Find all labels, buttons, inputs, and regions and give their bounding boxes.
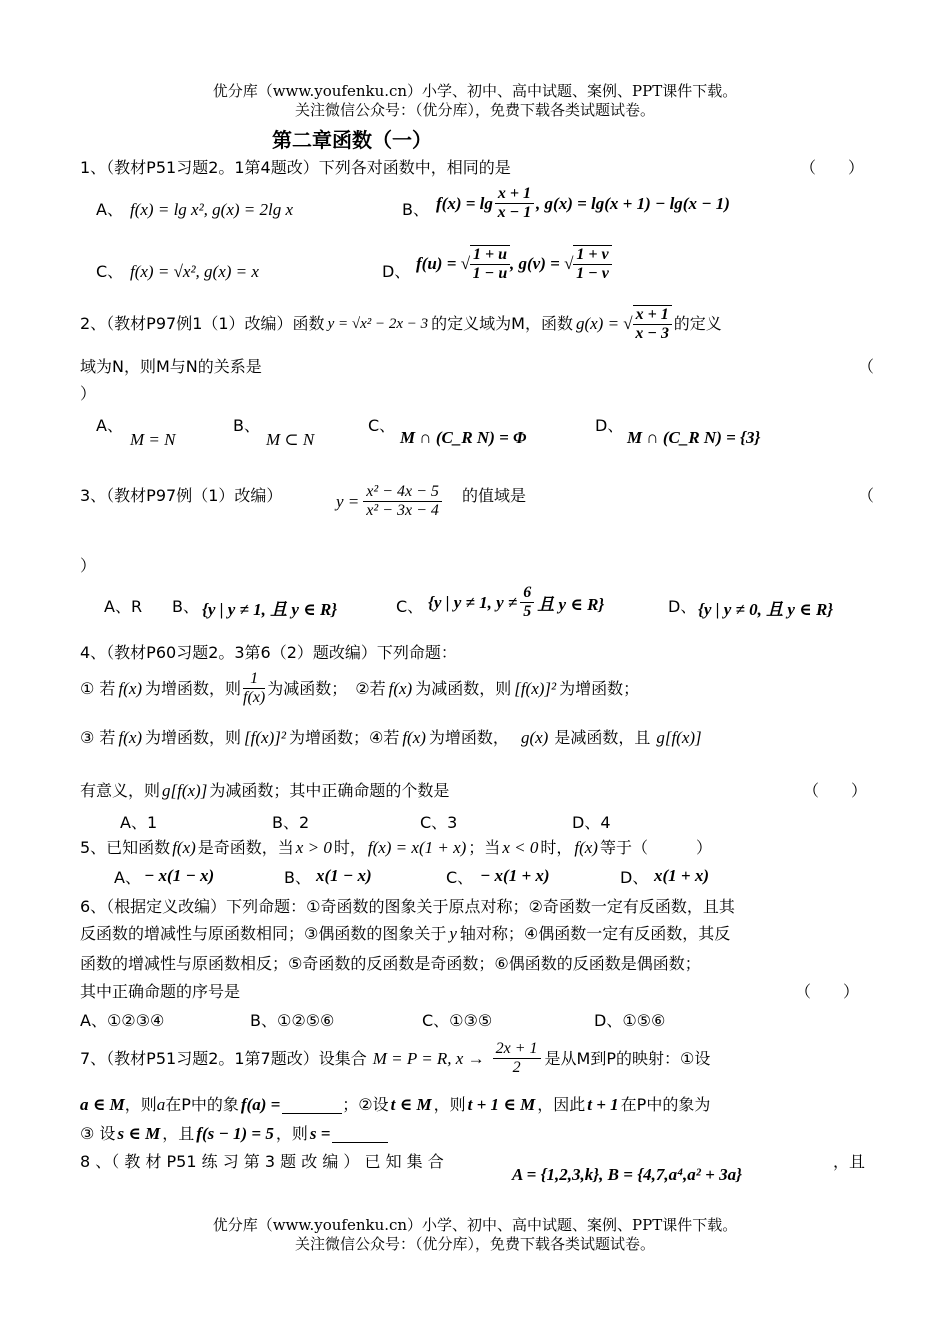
- q2-line-2: 域为N，则M与N的关系是: [80, 357, 262, 376]
- q2-paren-open: （: [858, 357, 875, 376]
- q3-stem: 3、（教材P97例（1）改编）: [80, 486, 283, 505]
- q6-option-b: B、①②⑤⑥: [250, 1011, 335, 1030]
- q4-l1-math-1: f(x): [118, 678, 143, 698]
- q5-option-c-label: C、: [446, 868, 474, 887]
- q7-blank-1[interactable]: [282, 1097, 342, 1114]
- q1-d-part1: f(u) = √: [416, 254, 470, 273]
- q2-fraction: [633, 305, 672, 343]
- q3-function: [336, 483, 442, 520]
- q4-l1-text-d: 为减函数，则: [415, 678, 512, 698]
- q2-option-b-label: B、: [233, 416, 260, 435]
- q3-c-part1: {y | y ≠ 1, y ≠: [428, 592, 518, 612]
- q5-option-d-math: x(1 + x): [654, 866, 710, 885]
- q1-stem: 1、（教材P51习题2。1第4题改）下列各对函数中，相同的是: [80, 158, 511, 177]
- q3-option-b-math: {y | y ≠ 1, 且 y ∈ R}: [202, 600, 338, 619]
- q2-paren-close: ）: [80, 384, 97, 403]
- q8-stem: 8 、（ 教 材 P51 练 习 第 3 题 改 编 ） 已 知 集 合: [80, 1152, 444, 1171]
- q1-option-d-math: [416, 245, 612, 283]
- q4-stem: 4、（教材P60习题2。3第6（2）题改编）下列命题：: [80, 643, 457, 662]
- q8-math: A = {1,2,3,k}, B = {4,7,a⁴,a² + 3a}: [512, 1165, 742, 1184]
- q4-l2-math-5: g[f(x)]: [656, 728, 702, 747]
- q4-l3-text-a: 有意义，则: [80, 781, 161, 800]
- q5-option-d-label: D、: [620, 868, 649, 887]
- q7-l2-math-4: t ∈ M: [390, 1095, 432, 1114]
- q7-l2-text-f: 在P中的象为: [620, 1095, 711, 1114]
- q1-option-a-math: f(x) = lg x², g(x) = 2lg x: [130, 200, 294, 219]
- q3-numerator: x² − 4x − 5: [363, 483, 442, 502]
- q3-denominator: x² − 3x − 4: [366, 502, 439, 519]
- q4-l2-text-b: 为增函数，则: [145, 728, 242, 747]
- q4-l1-text-a: ① 若: [80, 678, 116, 698]
- q5-option-c-math: − x(1 + x): [480, 866, 550, 885]
- q7-l2-text-a: ，则: [124, 1095, 157, 1114]
- q4-option-b: B、2: [272, 813, 310, 832]
- q5-text-1: 5、已知函数: [80, 838, 171, 857]
- q7-denominator: 2: [512, 1059, 521, 1076]
- q3-option-c-math: [428, 584, 604, 621]
- q1-d-den-1: 1 − u: [472, 265, 508, 282]
- q2-denominator: x − 3: [635, 325, 670, 342]
- q7-text-1: 7、（教材P51习题2。1第7题改）设集合: [80, 1048, 367, 1068]
- q1-d-part2: , g(v) = √: [509, 254, 574, 273]
- q4-l2-math-3: f(x): [402, 728, 426, 747]
- q7-l3-text-c: ，则: [275, 1124, 308, 1143]
- q1-option-c-math: f(x) = √x², g(x) = x: [130, 262, 259, 281]
- q6-l2-math: y: [449, 924, 457, 943]
- q4-l3-text-b: 为减函数；其中正确命题的个数是: [209, 781, 450, 800]
- q7-math-1: M = P = R, x →: [372, 1048, 485, 1068]
- q7-l2-math-6: t + 1: [587, 1095, 619, 1114]
- q1-option-b-label: B、: [402, 200, 429, 219]
- q3-option-d-math: {y | y ≠ 0, 且 y ∈ R}: [698, 600, 834, 619]
- q4-l1-math-2: f(x): [388, 678, 413, 698]
- q3-c-numerator: 6: [520, 584, 534, 603]
- q3-stem-2: 的值域是: [462, 486, 527, 505]
- q1-d-den-2: 1 − v: [576, 265, 609, 282]
- q7-l3-math-2: f(s − 1) = 5: [196, 1124, 274, 1143]
- q6-option-c: C、①③⑤: [422, 1011, 493, 1030]
- q6-l2-text-b: 轴对称；④偶函数一定有反函数，其反: [459, 924, 731, 943]
- q2-option-a-label: A、: [96, 416, 123, 435]
- q4-l2-math-1: f(x): [118, 728, 143, 747]
- q4-l1-denominator: f(x): [243, 689, 266, 706]
- q1-d-num-2: 1 + v: [573, 246, 611, 265]
- header-line-1: 优分库（www.youfenku.cn）小学、初中、高中试题、案例、PPT课件下载。: [212, 82, 738, 100]
- q5-math-2: x > 0: [295, 838, 332, 857]
- q3-c-part2: 且 y ∈ R}: [537, 595, 605, 614]
- q7-l2-math-3: f(a) =: [240, 1095, 281, 1114]
- q2-option-b-math: M ⊂ N: [266, 430, 315, 449]
- q5-text-4: ；当: [468, 838, 501, 857]
- q4-l2-math-4: g(x): [520, 728, 549, 747]
- q7-l2-text-c: ；②设: [342, 1095, 389, 1114]
- q5-text-2: 是奇函数，当: [197, 838, 294, 857]
- q1-b-denominator: x − 1: [497, 204, 532, 221]
- footer-line-2: 关注微信公众号：（优分库），免费下载各类试题试卷。: [294, 1235, 655, 1253]
- q7-l2-math-5: t + 1 ∈ M: [467, 1095, 536, 1114]
- q7-l2-text-d: ，则: [433, 1095, 466, 1114]
- q5-math-5: f(x): [574, 838, 598, 857]
- q5-text-6: 等于（ ）: [599, 838, 712, 857]
- q4-line-2: [80, 728, 702, 748]
- q5-math-3: f(x) = x(1 + x): [367, 838, 467, 857]
- q7-fraction: [493, 1040, 541, 1077]
- q5-option-b-label: B、: [284, 868, 311, 887]
- q5-stem: [80, 838, 712, 858]
- q6-answer-paren: （ ）: [795, 982, 860, 1001]
- q6-option-d: D、①⑤⑥: [594, 1011, 666, 1030]
- q4-l2-math-2: [f(x)]²: [244, 728, 286, 747]
- q7-l3-text-a: ③ 设: [80, 1124, 116, 1143]
- q1-b-numerator: x + 1: [495, 185, 534, 204]
- q2-option-a-math: M = N: [130, 430, 176, 449]
- q3-option-b-label: B、: [172, 597, 199, 616]
- q3-y-equals: y =: [336, 491, 360, 511]
- q5-option-b-math: x(1 − x): [316, 866, 372, 885]
- q1-b-fraction: [495, 185, 534, 222]
- q7-l2-text-e: ，因此: [537, 1095, 586, 1114]
- q3-option-a: A、R: [104, 597, 143, 616]
- q2-numerator: x + 1: [633, 306, 672, 325]
- q4-l3-math: g[f(x)]: [162, 781, 208, 800]
- q1-answer-paren: （ ）: [800, 158, 865, 177]
- q4-line-3: [80, 781, 449, 801]
- q2-option-c-label: C、: [368, 416, 396, 435]
- q5-math-4: x < 0: [502, 838, 539, 857]
- q2-stem-1: 2、（教材P97例1（1）改编）函数: [80, 314, 325, 333]
- q4-l1-text-e: 为增函数；: [559, 678, 640, 698]
- header-line-2: 关注微信公众号：（优分库），免费下载各类试题试卷。: [294, 101, 655, 119]
- q2-line-1: [80, 305, 722, 343]
- q6-option-a: A、①②③④: [80, 1011, 165, 1030]
- q2-option-c-math: M ∩ (C_R N) = Φ: [400, 428, 527, 447]
- q4-l2-text-c: 为增函数；④若: [288, 728, 400, 747]
- q7-l3-math-1: s ∈ M: [117, 1124, 161, 1143]
- q7-l2-text-b: 在P中的象: [165, 1095, 239, 1114]
- q6-line-4: 其中正确命题的序号是: [80, 982, 241, 1001]
- q2-math-2: g(x) = √: [575, 314, 633, 333]
- q1-option-a-label: A、: [96, 200, 123, 219]
- q3-paren-open: （: [858, 486, 875, 505]
- q1-d-fraction-1: [470, 245, 510, 283]
- q1-b-part1: f(x) = lg: [436, 193, 493, 213]
- q2-math-1: y = √x² − 2x − 3: [327, 315, 429, 332]
- q4-line-1: [80, 670, 639, 707]
- q4-l2-text-d: 为增函数，: [428, 728, 509, 747]
- q7-l3-math-3: s =: [309, 1124, 331, 1143]
- q4-l1-text-b: 为增函数，则: [145, 678, 242, 698]
- q4-l1-numerator: 1: [243, 670, 265, 689]
- q3-option-c-label: C、: [396, 597, 424, 616]
- q4-l2-text-e: 是减函数，且: [554, 728, 651, 747]
- q4-l1-math-3: [f(x)]²: [514, 678, 557, 698]
- q2-stem-3: 的定义: [673, 314, 722, 333]
- q7-l2-math-2: a: [156, 1095, 166, 1114]
- q6-l2-text-a: 反函数的增减性与原函数相同；③偶函数的图象关于: [80, 924, 447, 943]
- q4-option-d: D、4: [572, 813, 611, 832]
- q1-option-c-label: C、: [96, 262, 124, 281]
- q8-stem-2: ，且: [833, 1152, 866, 1171]
- q3-option-d-label: D、: [668, 597, 697, 616]
- q1-option-d-label: D、: [382, 262, 411, 281]
- q4-l1-fraction: [243, 670, 265, 707]
- q6-line-3: 函数的增减性与原函数相反；⑤奇函数的反函数是奇函数；⑥偶函数的反函数是偶函数；: [80, 954, 701, 973]
- q7-l2-math-1: a ∈ M: [80, 1095, 125, 1114]
- q4-option-c: C、3: [420, 813, 458, 832]
- q1-b-part2: , g(x) = lg(x + 1) − lg(x − 1): [536, 193, 730, 213]
- q5-text-5: 时，: [540, 838, 573, 857]
- q1-option-b-math: [436, 185, 730, 222]
- q3-c-fraction: [520, 584, 534, 621]
- q5-option-a-math: − x(1 − x): [144, 866, 215, 885]
- q7-line-1: [80, 1040, 710, 1077]
- q3-paren-close: ）: [80, 556, 97, 575]
- q3-fraction: [363, 483, 442, 520]
- q2-stem-2: 的定义域为M，函数: [431, 314, 573, 333]
- q4-l2-text-a: ③ 若: [80, 728, 116, 747]
- q7-numerator: 2x + 1: [493, 1040, 541, 1059]
- q7-line-2: [80, 1095, 710, 1115]
- q5-math-1: f(x): [172, 838, 196, 857]
- q2-option-d-math: M ∩ (C_R N) = {3}: [627, 428, 761, 447]
- q5-text-3: 时，: [333, 838, 366, 857]
- q4-option-a: A、1: [120, 813, 158, 832]
- q3-c-denominator: 5: [523, 603, 532, 620]
- q7-text-2: 是从M到P的映射：①设: [544, 1048, 711, 1068]
- q6-line-1: 6、（根据定义改编）下列命题：①奇函数的图象关于原点对称；②奇函数一定有反函数，且其: [80, 897, 735, 916]
- q7-blank-2[interactable]: [332, 1126, 388, 1143]
- q7-l3-text-b: ，且: [162, 1124, 195, 1143]
- page-title: 第二章函数（一）: [272, 128, 432, 152]
- q1-d-fraction-2: [573, 245, 611, 283]
- q5-option-a-label: A、: [114, 868, 141, 887]
- q2-option-d-label: D、: [595, 416, 624, 435]
- q7-line-3: [80, 1124, 388, 1144]
- q1-d-num-1: 1 + u: [470, 246, 510, 265]
- footer-line-1: 优分库（www.youfenku.cn）小学、初中、高中试题、案例、PPT课件下载。: [212, 1216, 738, 1234]
- q6-line-2: [80, 924, 730, 944]
- q4-answer-paren: （ ）: [803, 781, 868, 800]
- q4-l1-text-c: 为减函数； ②若: [267, 678, 386, 698]
